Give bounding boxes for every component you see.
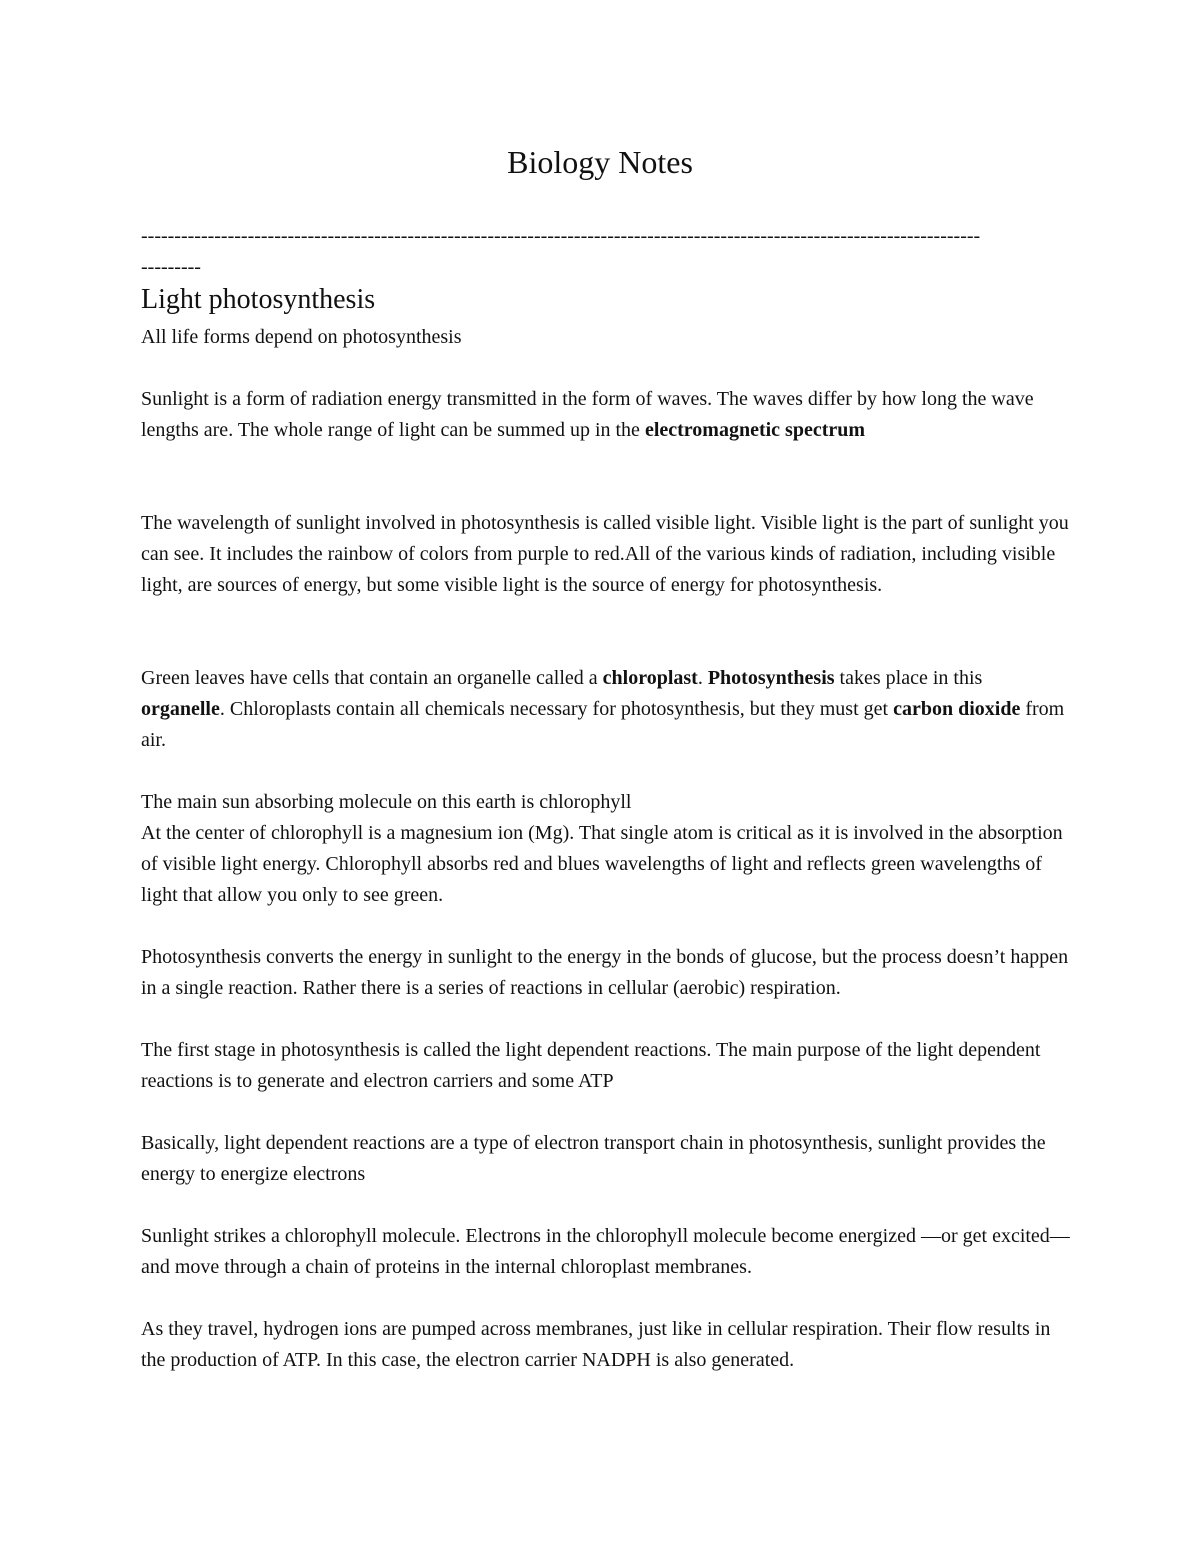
chlorophyll-excitation-paragraph: Sunlight strikes a chlorophyll molecule. Electrons in the chlorophyll molecule become energized —or get excited—and move through a chain of proteins in the internal chloroplast membranes.: [141, 1225, 1070, 1278]
chloroplast-term: chloroplast: [602, 667, 698, 689]
chloroplast-text-5: from air.: [141, 698, 1065, 751]
chlorophyll-lead-line: The main sun absorbing molecule on this earth is chlorophyll: [141, 791, 632, 813]
energy-conversion-paragraph: Photosynthesis converts the energy in sunlight to the energy in the bonds of glucose, but the process doesn’t happen in a single reaction. Rather there is a series of reactions in cellular (aerobic) respiration.: [141, 946, 1069, 999]
hydrogen-ion-paragraph: As they travel, hydrogen ions are pumped across membranes, just like in cellular respiration. Their flow results in the production of ATP. In this case, the electron carrier NADPH is also generated.: [141, 1318, 1051, 1371]
sunlight-text: Sunlight is a form of radiation energy transmitted in the form of waves. The waves differ by how long the wave lengths are. The whole range of light can be summed up in the: [141, 388, 1034, 441]
divider-line: ------------------------------------------------------------------------------------------------------------------------------: [141, 226, 981, 246]
section-heading: Light photosynthesis: [141, 284, 376, 315]
chloroplast-text-2: .: [697, 667, 708, 689]
sunlight-paragraph: [141, 384, 1071, 446]
first-stage-paragraph: The first stage in photosynthesis is called the light dependent reactions. The main purpose of the light dependent reactions is to generate and electron carriers and some ATP: [141, 1039, 1041, 1092]
chloroplast-text-1: Green leaves have cells that contain an organelle called a: [141, 667, 603, 689]
organelle-term: organelle: [141, 698, 220, 720]
intro-paragraph: All life forms depend on photosynthesis: [141, 326, 462, 348]
chloroplast-text-4: . Chloroplasts contain all chemicals necessary for photosynthesis, but they must get: [219, 698, 894, 720]
photosynthesis-term: Photosynthesis: [707, 667, 835, 689]
wavelength-paragraph: The wavelength of sunlight involved in photosynthesis is called visible light. Visible light is the part of sunlight you can see. It includes the rainbow of colors from purple to red.All of the various kinds of radiation, including visible light, are sources of energy, but some visible light is the source of energy for photosynthesis.: [141, 512, 1069, 596]
electromagnetic-spectrum-term: electromagnetic spectrum: [644, 419, 866, 441]
document-title: Biology Notes: [507, 144, 693, 180]
carbon-dioxide-term: carbon dioxide: [893, 698, 1021, 720]
magnesium-paragraph: At the center of chlorophyll is a magnesium ion (Mg). That single atom is critical as it is involved in the absorption of visible light energy. Chlorophyll absorbs red and blues wavelengths of light and reflects green wavelengths of light that allow you only to see green.: [141, 822, 1063, 906]
chloroplast-paragraph: [141, 663, 1071, 756]
divider-line-continuation: ---------: [141, 257, 201, 277]
electron-transport-paragraph: Basically, light dependent reactions are a type of electron transport chain in photosynthesis, sunlight provides the energy to energize electrons: [141, 1132, 1046, 1185]
chloroplast-text-3: takes place in this: [834, 667, 983, 689]
